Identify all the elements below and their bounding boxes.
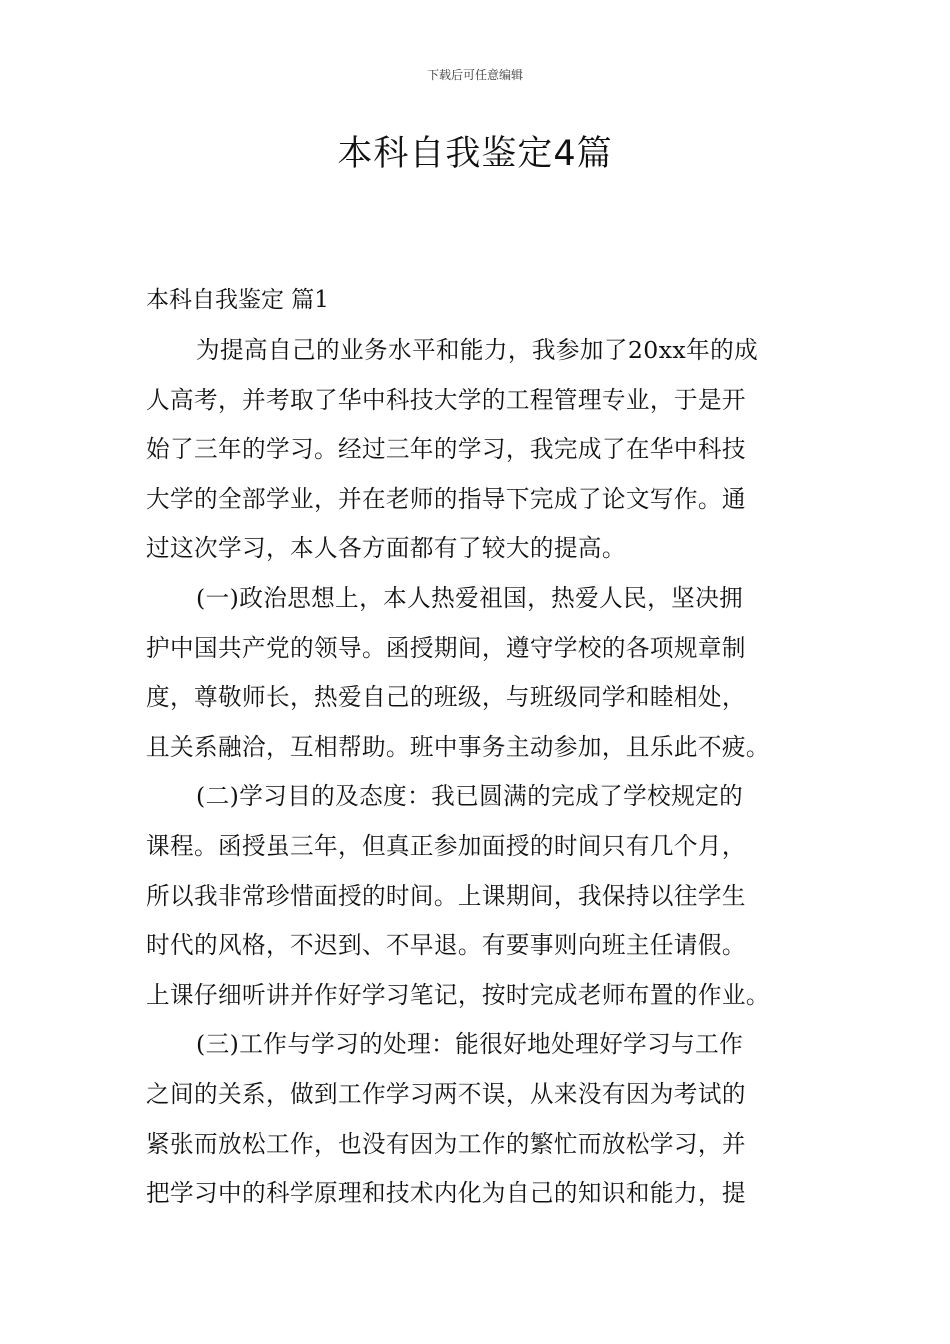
paragraph-line: 人高考，并考取了华中科技大学的工程管理专业，于是开 (146, 385, 746, 414)
paragraph-line: 且关系融洽，互相帮助。班中事务主动参加，且乐此不疲。 (146, 732, 770, 761)
paragraph-line: 紧张而放松工作，也没有因为工作的繁忙而放松学习，并 (146, 1129, 746, 1158)
header-note: 下载后可任意编辑 (426, 68, 523, 82)
paragraph-line: 把学习中的科学原理和技术内化为自己的知识和能力，提 (146, 1179, 746, 1208)
section-heading: 本科自我鉴定 篇1 (146, 287, 329, 313)
paragraph-line: 护中国共产党的领导。函授期间，遵守学校的各项规章制 (146, 633, 746, 662)
paragraph-line: 大学的全部学业，并在老师的指导下完成了论文写作。通 (146, 484, 746, 513)
paragraph-line: 过这次学习，本人各方面都有了较大的提高。 (146, 534, 626, 563)
paragraph-line: 度，尊敬师长，热爱自己的班级，与班级同学和睦相处， (146, 683, 746, 712)
paragraph-line: 上课仔细听讲并作好学习笔记，按时完成老师布置的作业。 (146, 980, 770, 1009)
body-text (146, 326, 806, 1219)
paragraph-line: 之间的关系，做到工作学习两不误，从来没有因为考试的 (146, 1079, 746, 1108)
paragraph-line: 所以我非常珍惜面授的时间。上课期间，我保持以往学生 (146, 881, 746, 910)
paragraph-line: 时代的风格，不迟到、不早退。有要事则向班主任请假。 (146, 931, 746, 960)
paragraph-line: (三)工作与学习的处理：能很好地处理好学习与工作 (196, 1030, 744, 1059)
paragraph-line: 为提高自己的业务水平和能力，我参加了20xx年的成 (196, 336, 759, 364)
paragraph-line: (二)学习目的及态度：我已圆满的完成了学校规定的 (196, 782, 744, 811)
paragraph-line: 课程。函授虽三年，但真正参加面授的时间只有几个月， (146, 831, 746, 860)
paragraph-line: 始了三年的学习。经过三年的学习，我完成了在华中科技 (146, 435, 746, 464)
paragraph-line: (一)政治思想上，本人热爱祖国，热爱人民，坚决拥 (196, 583, 744, 612)
document-title: 本科自我鉴定4篇 (337, 134, 613, 174)
